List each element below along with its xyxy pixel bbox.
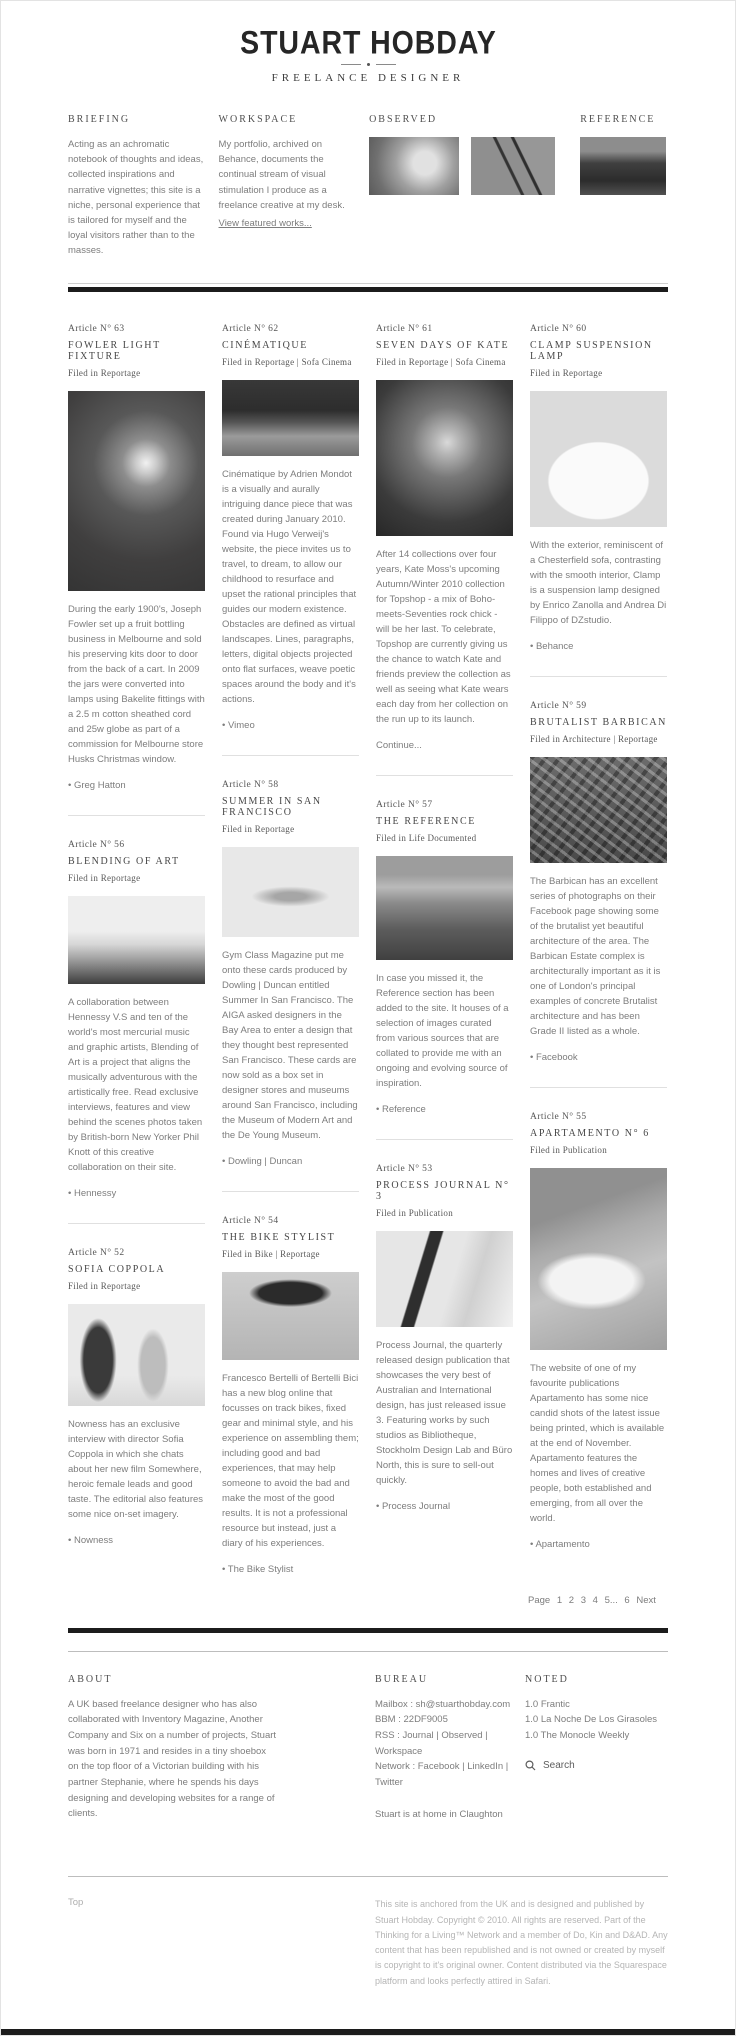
article-image-classic-car[interactable]: [376, 856, 513, 960]
briefing-section: [68, 114, 207, 259]
article-title[interactable]: PROCESS JOURNAL N° 3: [376, 1179, 510, 1202]
article-body: During the early 1900's, Joseph Fowler set up a fruit bottling business in Melbourne and sold his preserving kits door to door from the back of a cart. In 2009 the jars were converted into lamps using Bakelite fittings with a 2.5 m cotton sheathed cord and 25w globe as part of a commission for Melbourne store Husks Christmas window.: [68, 603, 205, 765]
view-featured-works-link[interactable]: View featured works...: [218, 217, 312, 229]
article-source-link[interactable]: • Behance: [530, 640, 574, 652]
article-number: Article N° 60: [530, 323, 587, 334]
about-section: [68, 1674, 278, 1823]
workspace-label: WORKSPACE: [218, 114, 298, 125]
intro-row: [68, 114, 668, 259]
article-title[interactable]: SUMMER IN SAN FRANCISCO: [222, 795, 322, 818]
back-to-top-link[interactable]: Top: [68, 1897, 84, 1909]
observed-section: [369, 114, 564, 259]
article-number: Article N° 62: [222, 323, 279, 334]
article-57: [376, 775, 513, 1115]
grid-column-2: [222, 324, 359, 1575]
article-61: [376, 324, 513, 751]
article-body: A collaboration between Hennessy V.S and ten of the world's most mercurial music and graphic artists, Blending of Art is a project that aligns the musically adventurous with the artistically free. Read exclusive interviews, features and view behind the scenes photos taken by British-born New Yorker Phil Knott of this creative collaboration on their site.: [68, 996, 203, 1173]
article-category[interactable]: Filed in Reportage: [68, 872, 141, 883]
reference-label: REFERENCE: [580, 114, 656, 125]
article-image-film-set[interactable]: [68, 1304, 205, 1406]
network-links[interactable]: Network : Facebook | LinkedIn | Twitter: [375, 1761, 509, 1788]
article-58: [222, 755, 359, 1167]
noted-item-girasoles[interactable]: 1.0 La Noche De Los Girasoles: [525, 1714, 658, 1726]
article-category[interactable]: Filed in Reportage | Sofa Cinema: [376, 356, 506, 367]
article-60: [530, 324, 667, 652]
article-title[interactable]: SOFIA COPPOLA: [68, 1263, 166, 1275]
article-source-link[interactable]: • Dowling | Duncan: [222, 1155, 303, 1167]
article-title[interactable]: APARTAMENTO N° 6: [530, 1127, 650, 1139]
bureau-label: BUREAU: [375, 1673, 429, 1685]
article-number: Article N° 52: [68, 1247, 125, 1258]
article-image-san-francisco-card[interactable]: [222, 847, 359, 937]
briefing-label: BRIEFING: [68, 114, 131, 125]
reference-photo-vintage-car[interactable]: [580, 137, 666, 195]
article-title[interactable]: BLENDING OF ART: [68, 855, 180, 867]
article-body: In case you missed it, the Reference section has been added to the site. It houses of a selection of images curated from various sources that are collated to provide me with an ongoing and evolving source of inspiration.: [376, 972, 509, 1089]
page-1-link[interactable]: 1: [556, 1594, 563, 1606]
noted-label: NOTED: [525, 1673, 569, 1685]
article-title[interactable]: THE REFERENCE: [376, 815, 476, 827]
article-63: [68, 324, 205, 791]
workspace-text: My portfolio, archived on Behance, documents the continual stream of visual stimulation I produce as a freelance creative at my desk.: [218, 139, 345, 211]
article-number: Article N° 58: [222, 779, 279, 790]
noted-item-monocle[interactable]: 1.0 The Monocle Weekly: [525, 1729, 630, 1741]
article-title[interactable]: CLAMP SUSPENSION LAMP: [530, 339, 653, 362]
article-body: Francesco Bertelli of Bertelli Bici has a new blog online that focusses on track bikes, fixed gear and minimal style, and his experience on assembling them; including good and bad experiences, that may help someone to avoid the bad and make the most of the good results. It is not a professional resource but instead, just a diary of his experiences.: [222, 1372, 359, 1549]
article-body: Gym Class Magazine put me onto these cards produced by Dowling | Duncan entitled Summer In San Francisco. The AIGA asked designers in the Bay Area to enter a design that they thought best represented San Francisco. These cards are now sold as a box set in designer stores and museums around San Francisco, including the Museum of Modern Art and the De Young Museum.: [222, 949, 358, 1141]
article-number: Article N° 55: [530, 1111, 587, 1122]
pagination: [528, 1595, 668, 1606]
article-source-link[interactable]: • Hennessy: [68, 1187, 117, 1199]
search-control[interactable]: [525, 1760, 668, 1771]
article-body: Cinématique by Adrien Mondot is a visually and aurally intriguing dance piece that was created during January 2010. Found via Hugo Verweij's website, the piece invites us to travel, to dream, to allow our childhood to resurface and upset the rational principles that guides our modern existence. Obstacles are defined as virtual landscapes. Lines, paragraphs, letters, digital objects projected onto flat surfaces, weave poetic spaces around the body and it's actions.: [222, 468, 357, 705]
article-number: Article N° 56: [68, 839, 125, 850]
rss-links[interactable]: RSS : Journal | Observed | Workspace: [375, 1729, 488, 1757]
article-category[interactable]: Filed in Reportage | Sofa Cinema: [222, 356, 352, 367]
article-grid: [68, 324, 668, 1575]
divider-thick-top: [68, 287, 668, 292]
article-52: [68, 1223, 205, 1546]
article-category[interactable]: Filed in Architecture | Reportage: [530, 733, 658, 744]
search-link[interactable]: Search: [543, 1759, 575, 1771]
page-bottom-bar: [1, 2029, 735, 2035]
pagination-label: Page: [528, 1594, 551, 1606]
article-55: [530, 1087, 667, 1550]
article-source-link[interactable]: • Facebook: [530, 1051, 578, 1063]
title-ornament: [68, 63, 668, 66]
site-subtitle: FREELANCE DESIGNER: [271, 72, 465, 84]
article-source-link[interactable]: • Nowness: [68, 1534, 114, 1546]
workspace-section: [219, 114, 358, 259]
article-body: After 14 collections over four years, Kate Moss's upcoming Autumn/Winter 2010 collection for Topshop - a mix of Boho-meets-Seventies rock chick - will be her last. To celebrate, Topshop are currently giving us the chance to watch Kate and friends preview the collection as well as seeing what Kate wears each day from her collection on the run up to its launch.: [376, 548, 511, 725]
article-source-link[interactable]: • Reference: [376, 1103, 426, 1115]
bureau-section: [375, 1674, 525, 1823]
page-4-link[interactable]: 4: [592, 1594, 598, 1606]
article-body: Nowness has an exclusive interview with director Sofia Coppola in which she chats about her new film Somewhere, heroic female leads and good taste. The editorial also features some nice on-set imagery.: [68, 1418, 204, 1520]
article-image-suspension-lamp[interactable]: [530, 391, 667, 527]
article-title[interactable]: CINÉMATIQUE: [222, 339, 308, 351]
noted-section: [525, 1674, 668, 1823]
grid-column-4: [530, 324, 667, 1575]
article-59: [530, 676, 667, 1063]
article-category[interactable]: Filed in Reportage: [222, 823, 295, 834]
article-source-link[interactable]: • Process Journal: [376, 1500, 451, 1512]
article-number: Article N° 57: [376, 799, 433, 810]
article-image-open-journal[interactable]: [376, 1231, 513, 1327]
article-54: [222, 1191, 359, 1575]
divider-thin-top: [68, 283, 668, 284]
divider-thick-bottom: [68, 1628, 668, 1633]
page-6-link[interactable]: 6: [624, 1594, 630, 1606]
article-title[interactable]: FOWLER LIGHT FIXTURE: [68, 339, 161, 362]
noted-item-frantic[interactable]: 1.0 Frantic: [525, 1698, 570, 1710]
article-53: [376, 1139, 513, 1512]
article-category[interactable]: Filed in Reportage: [68, 1280, 141, 1291]
observed-photo-woman[interactable]: [369, 137, 459, 195]
article-category[interactable]: Filed in Life Documented: [376, 832, 477, 843]
ornament-line-right: [376, 64, 396, 65]
article-title[interactable]: BRUTALIST BARBICAN: [530, 716, 667, 728]
footer-columns: [68, 1674, 668, 1859]
article-number: Article N° 61: [376, 323, 433, 334]
article-category[interactable]: Filed in Publication: [376, 1207, 453, 1218]
article-category[interactable]: Filed in Reportage: [530, 367, 603, 378]
page-5-link[interactable]: 5...: [604, 1594, 618, 1606]
briefing-text: Acting as an achromatic notebook of thoughts and ideas, collected inspirations and narrative vignettes; this site is a niche, personal experience that is tailored for myself and the loyal visitors rather than to the masses.: [68, 139, 204, 257]
page-3-link[interactable]: 3: [580, 1594, 586, 1606]
article-56: [68, 815, 205, 1199]
article-title[interactable]: SEVEN DAYS OF KATE: [376, 339, 510, 351]
colophon-text: This site is anchored from the UK and is designed and published by Stuart Hobday. Copyright © 2010. All rights are reserved. Part of the Thinking for a Living™ Network and a member of Do, Kin and D&AD. Any content that has been republished and is not owned or created by myself is copyright to it's original owner. Content distributed via the Squarespace platform and looks perfectly attired in Safari.: [375, 1899, 668, 1986]
colophon-row: [68, 1877, 668, 2029]
grid-column-1: [68, 324, 205, 1575]
article-image-jar-lamp[interactable]: [68, 391, 205, 591]
article-body: With the exterior, reminiscent of a Chesterfield sofa, contrasting with the smooth interior, Clamp is a suspension lamp designed by Enrico Zanolla and Andrea Di Filippo of DZstudio.: [530, 539, 667, 626]
article-body: The website of one of my favourite publications Apartamento has some nice candid shots of the latest issue being printed, which is available at the end of November. Apartamento features the homes and lives of creative people, both established and emerging, from all over the world.: [530, 1362, 665, 1524]
page-2-link[interactable]: 2: [568, 1594, 575, 1606]
about-text: A UK based freelance designer who has also collaborated with Inventory Magazine, Another Company and Six on a number of projects, Stuart was born in 1971 and resides in a tiny shoebox on the top floor of a Victorian building with his partner Stephanie, where he spends his days designing and developing websites for a range of clients.: [68, 1698, 277, 1820]
article-body: Process Journal, the quarterly released design publication that showcases the very best of Australian and International design, has just released issue 3. Featuring works by such studios as Bibliotheque, Stockholm Design Lab and Büro North, this is sure to sell-out quickly.: [376, 1339, 513, 1486]
article-number: Article N° 63: [68, 323, 125, 334]
about-label: ABOUT: [68, 1673, 113, 1685]
footer-rule-top: [68, 1651, 668, 1652]
article-source-link[interactable]: • Greg Hatton: [68, 779, 126, 791]
article-body: The Barbican has an excellent series of photographs on their Facebook page showing some of the brutalist yet beautiful architecture of the area. The Barbican Estate complex is architecturally important as it is one of London's principal examples of concrete Brutalist architecture and has been Grade II listed as a whole.: [530, 875, 661, 1037]
article-number: Article N° 53: [376, 1163, 433, 1174]
search-icon: [525, 1760, 536, 1771]
bbm-line: BBM : 22DF9005: [375, 1714, 448, 1726]
grid-column-3: [376, 324, 513, 1575]
article-source-link[interactable]: • Apartamento: [530, 1538, 590, 1550]
article-category[interactable]: Filed in Reportage: [68, 367, 141, 378]
next-page-link[interactable]: Next: [636, 1594, 656, 1606]
article-number: Article N° 59: [530, 700, 587, 711]
article-image-barbican-aerial[interactable]: [530, 757, 667, 863]
ornament-dot: [367, 63, 370, 66]
ornament-line-left: [341, 64, 361, 65]
article-62: [222, 324, 359, 731]
article-image-magazine-stacks[interactable]: [530, 1168, 667, 1350]
article-category[interactable]: Filed in Bike | Reportage: [222, 1248, 320, 1259]
article-title[interactable]: THE BIKE STYLIST: [222, 1231, 336, 1243]
article-image-dance-piece[interactable]: [222, 380, 359, 456]
observed-label: OBSERVED: [369, 114, 438, 125]
article-image-bike-saddle[interactable]: [222, 1272, 359, 1360]
location-status: Stuart is at home in Claughton: [375, 1808, 503, 1820]
article-source-link[interactable]: • Vimeo: [222, 719, 255, 731]
article-image-meeting-room[interactable]: [68, 896, 205, 984]
masthead: [68, 25, 668, 84]
reference-section: [580, 114, 668, 259]
article-category[interactable]: Filed in Publication: [530, 1144, 607, 1155]
article-continue-link[interactable]: Continue...: [376, 739, 422, 751]
article-image-kate-moss[interactable]: [376, 380, 513, 536]
article-source-link[interactable]: • The Bike Stylist: [222, 1563, 294, 1575]
site-title[interactable]: STUART HOBDAY: [239, 23, 497, 62]
observed-photo-bicycle[interactable]: [471, 137, 555, 195]
mailbox-link[interactable]: Mailbox : sh@stuarthobday.com: [375, 1698, 511, 1710]
article-number: Article N° 54: [222, 1215, 279, 1226]
